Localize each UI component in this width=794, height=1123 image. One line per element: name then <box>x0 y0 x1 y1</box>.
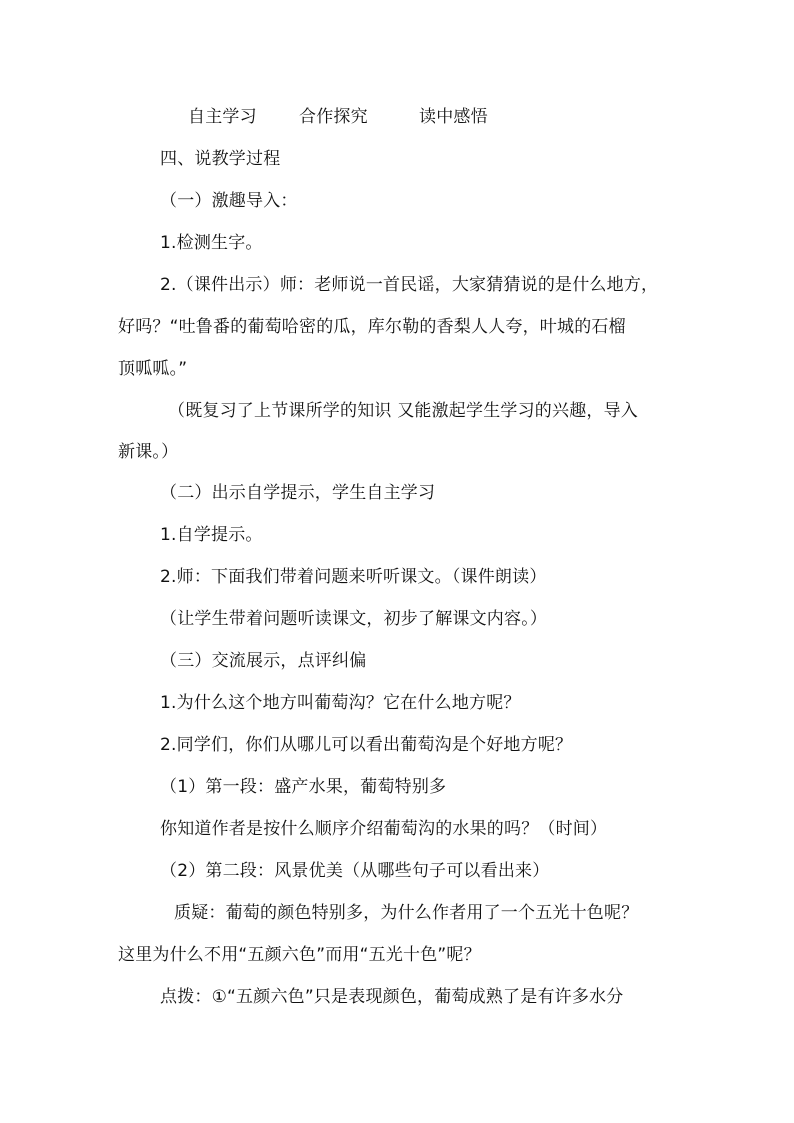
paragraph-line: （2）第二段：风景优美（从哪些句子可以看出来） <box>160 861 550 881</box>
paragraph-line: 2.（课件出示）师：老师说一首民谣，大家猜猜说的是什么地方， <box>160 275 659 295</box>
subsection-heading: （三）交流展示，点评纠偏 <box>160 651 367 671</box>
goal-item-3: 读中感悟 <box>419 107 488 127</box>
paragraph-line: 2.师：下面我们带着问题来听听课文。（课件朗读） <box>160 567 547 587</box>
paragraph-line: 顶呱呱。” <box>118 359 188 379</box>
section-heading: 四、说教学过程 <box>160 149 281 169</box>
paragraph-line: （1）第一段：盛产水果，葡萄特别多 <box>160 777 447 797</box>
paragraph-line: 1.自学提示。 <box>160 525 263 545</box>
paragraph-line: 质疑：葡萄的颜色特别多，为什么作者用了一个五光十色呢？ <box>174 903 639 923</box>
goals-line <box>188 106 488 128</box>
paragraph-line: 2.同学们，你们从哪儿可以看出葡萄沟是个好地方呢？ <box>160 735 573 755</box>
paragraph-line: 你知道作者是按什么顺序介绍葡萄沟的水果的吗？（时间） <box>160 819 608 839</box>
paragraph-line: （让学生带着问题听读课文，初步了解课文内容。） <box>160 609 548 629</box>
goal-item-1: 自主学习 <box>188 107 257 127</box>
subsection-heading: （二）出示自学提示，学生自主学习 <box>160 483 436 503</box>
paragraph-line: 1.为什么这个地方叫葡萄沟？它在什么地方呢？ <box>160 693 521 713</box>
paragraph-line: 这里为什么不用“五颜六色”而用“五光十色”呢？ <box>118 945 481 965</box>
goal-item-2: 合作探究 <box>299 107 368 127</box>
paragraph-line: 好吗？“吐鲁番的葡萄哈密的瓜，库尔勒的香梨人人夸，叶城的石榴 <box>118 317 626 337</box>
paragraph-line: 新课。） <box>118 442 179 462</box>
paragraph-line: 点拨：①“五颜六色”只是表现颜色，葡萄成熟了是有许多水分 <box>160 987 624 1007</box>
subsection-heading: （一）激趣导入： <box>160 191 298 211</box>
paragraph-line: （既复习了上节课所学的知识 又能激起学生学习的兴趣，导入 <box>168 401 639 421</box>
paragraph-line: 1.检测生字。 <box>160 233 263 253</box>
